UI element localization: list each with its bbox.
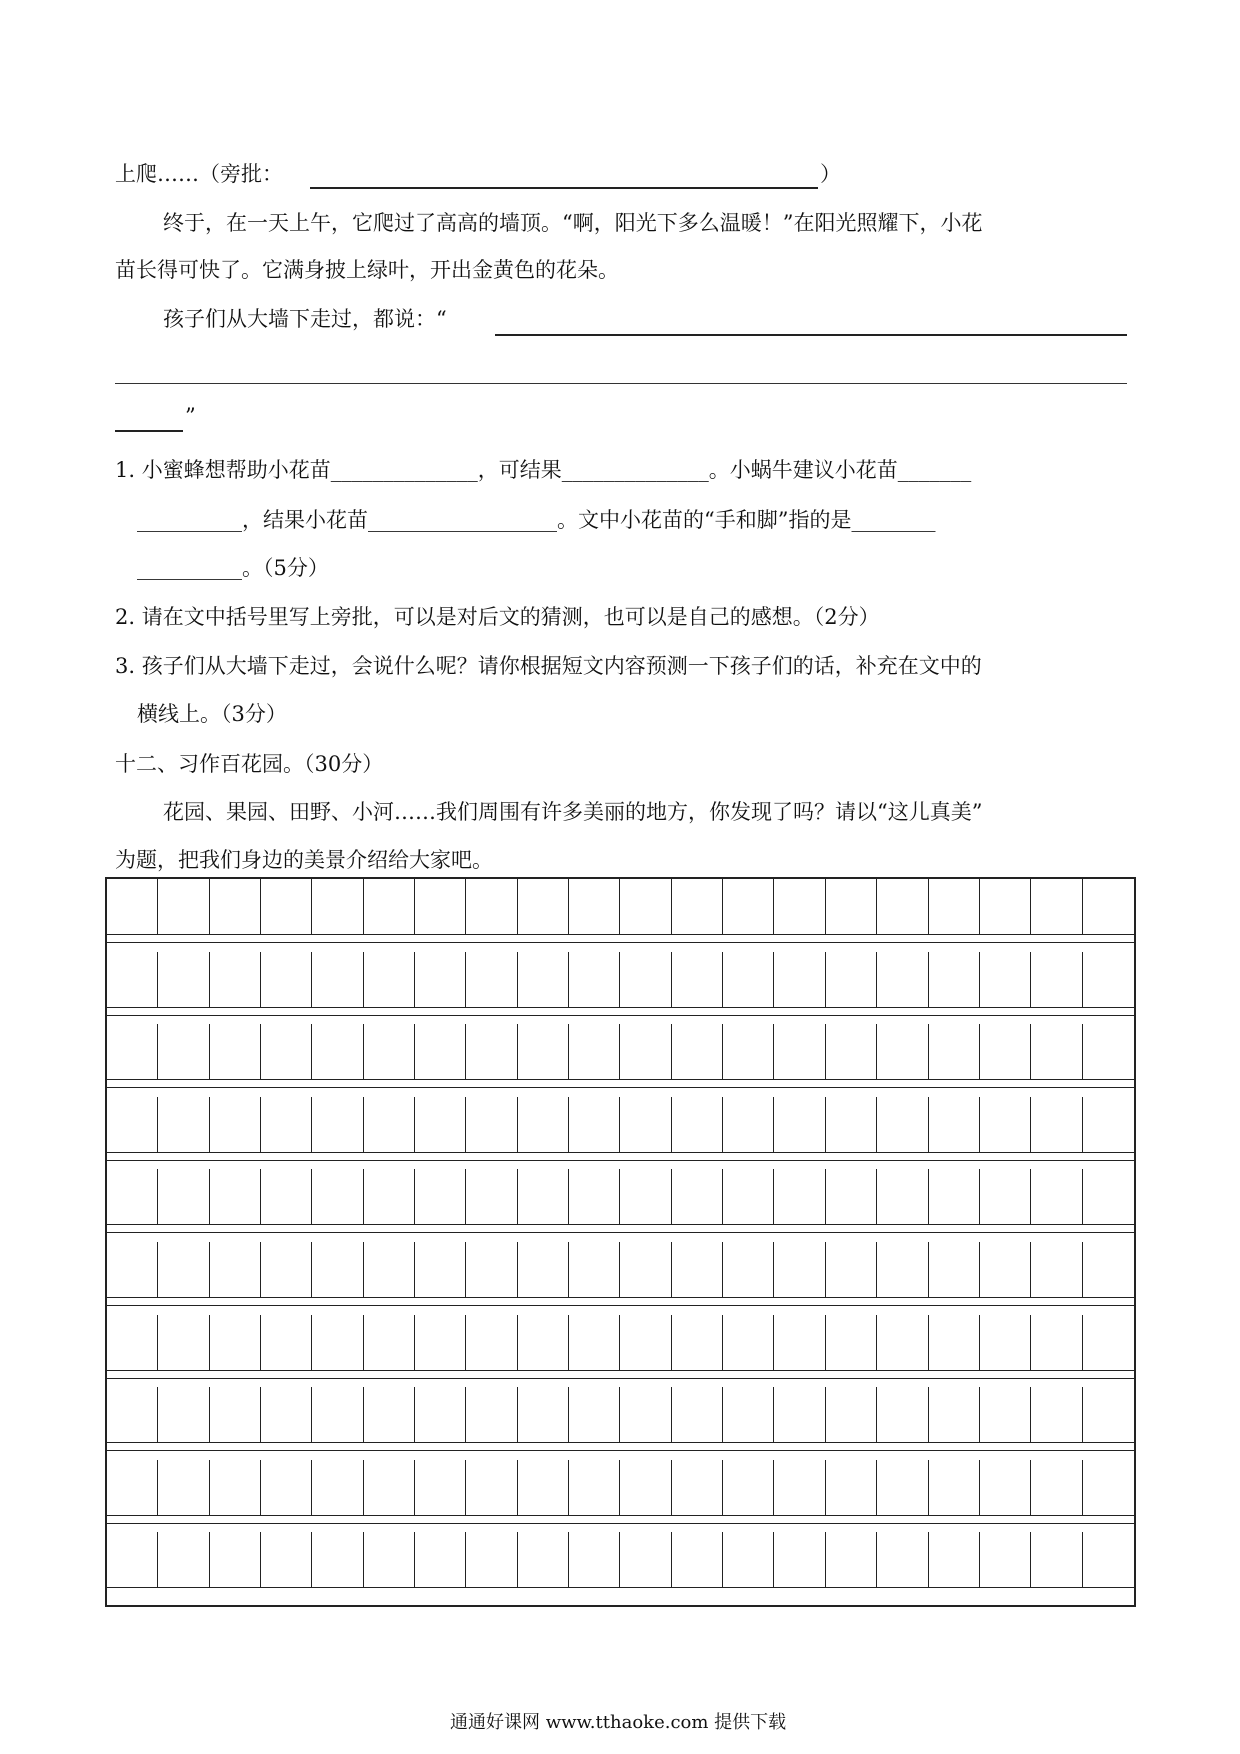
grid-cell[interactable] [518,1242,569,1297]
grid-cell[interactable] [1031,952,1082,1007]
grid-row [107,879,1134,952]
grid-cell[interactable] [1083,1532,1134,1587]
grid-cell[interactable] [620,1097,671,1152]
grid-cell[interactable] [569,1460,620,1515]
grid-cell[interactable] [980,952,1031,1007]
grid-cell[interactable] [158,1532,209,1587]
grid-cell[interactable] [518,1097,569,1152]
grid-cell[interactable] [672,1532,723,1587]
grid-cell[interactable] [672,952,723,1007]
grid-row [107,1169,1134,1242]
grid-cell[interactable] [569,1024,620,1079]
grid-cell[interactable] [261,1387,312,1442]
grid-cell[interactable] [672,1242,723,1297]
grid-row [107,1242,1134,1315]
children-words-close-quote: ” [185,404,196,428]
grid-cell[interactable] [261,879,312,934]
question-3-line-1: 3. 孩子们从大墙下走过，会说什么呢？请你根据短文内容预测一下孩子们的话，补充在文中的 [115,654,982,678]
grid-cell[interactable] [466,1315,517,1370]
grid-cell[interactable] [877,1387,928,1442]
grid-cell[interactable] [620,1024,671,1079]
grid-cell[interactable] [620,1460,671,1515]
grid-cell[interactable] [929,1532,980,1587]
grid-cell[interactable] [518,1169,569,1224]
grid-cell[interactable] [929,1387,980,1442]
grid-cell[interactable] [723,1097,774,1152]
grid-cell[interactable] [1083,1024,1134,1079]
grid-cell[interactable] [929,1242,980,1297]
grid-cell[interactable] [210,1024,261,1079]
grid-row [107,1315,1134,1388]
grid-cell[interactable] [312,879,363,934]
grid-cell[interactable] [466,1532,517,1587]
grid-cell[interactable] [1083,1460,1134,1515]
grid-cell[interactable] [723,1169,774,1224]
grid-cell[interactable] [929,1460,980,1515]
grid-cell[interactable] [1031,1097,1082,1152]
children-words-blank-2[interactable] [115,383,1127,384]
grid-cell[interactable] [466,1387,517,1442]
grid-cell[interactable] [877,1097,928,1152]
grid-cell[interactable] [980,1242,1031,1297]
side-note-close: ） [820,162,841,186]
grid-cell[interactable] [364,1097,415,1152]
grid-cell[interactable] [415,879,466,934]
grid-cell[interactable] [1031,1169,1082,1224]
grid-cell[interactable] [1083,1315,1134,1370]
grid-cell[interactable] [774,1169,825,1224]
grid-cell[interactable] [569,1169,620,1224]
grid-cell[interactable] [466,1242,517,1297]
grid-cell[interactable] [723,952,774,1007]
grid-cell[interactable] [877,1460,928,1515]
grid-cell[interactable] [415,1315,466,1370]
grid-cell[interactable] [415,1024,466,1079]
grid-cell[interactable] [518,1315,569,1370]
grid-cell[interactable] [929,1024,980,1079]
grid-cell[interactable] [107,1315,158,1370]
grid-cell[interactable] [1083,1097,1134,1152]
grid-cell[interactable] [1031,1460,1082,1515]
grid-cell[interactable] [261,952,312,1007]
grid-cell[interactable] [107,1024,158,1079]
grid-cell[interactable] [364,879,415,934]
grid-cell[interactable] [107,1532,158,1587]
grid-cell[interactable] [364,1532,415,1587]
grid-cell[interactable] [415,952,466,1007]
grid-cell[interactable] [158,1024,209,1079]
grid-row-separator [107,942,1134,943]
grid-cell[interactable] [980,1387,1031,1442]
grid-cell[interactable] [826,1169,877,1224]
grid-cell[interactable] [261,1532,312,1587]
grid-cell[interactable] [107,879,158,934]
grid-cell[interactable] [877,1532,928,1587]
grid-cell[interactable] [672,1169,723,1224]
grid-cell[interactable] [620,1242,671,1297]
grid-cell[interactable] [980,1460,1031,1515]
grid-cell[interactable] [107,952,158,1007]
grid-cell[interactable] [107,1097,158,1152]
grid-cell[interactable] [1083,1242,1134,1297]
passage-line1-prefix: 上爬……（旁批： [115,162,283,186]
grid-cell[interactable] [1031,1024,1082,1079]
grid-cell[interactable] [980,1532,1031,1587]
question-3-line-2: 横线上。（3分） [137,702,287,726]
grid-cell[interactable] [210,879,261,934]
grid-cell[interactable] [723,1387,774,1442]
question-2: 2. 请在文中括号里写上旁批，可以是对后文的猜测，也可以是自己的感想。（2分） [115,605,880,629]
grid-cell[interactable] [415,1460,466,1515]
grid-cell[interactable] [415,1097,466,1152]
grid-cell[interactable] [672,1460,723,1515]
grid-cell[interactable] [158,1387,209,1442]
grid-cell[interactable] [415,1242,466,1297]
grid-cell[interactable] [1083,879,1134,934]
grid-cell[interactable] [826,1024,877,1079]
grid-cell[interactable] [312,1387,363,1442]
grid-cell[interactable] [620,1315,671,1370]
grid-cell[interactable] [569,879,620,934]
grid-cell[interactable] [415,1532,466,1587]
grid-cell[interactable] [929,1315,980,1370]
grid-cell[interactable] [1083,1387,1134,1442]
grid-cell[interactable] [364,1169,415,1224]
section-12-prompt-line-1: 花园、果园、田野、小河……我们周围有许多美丽的地方，你发现了吗？请以“这儿真美” [163,800,983,824]
grid-row-separator [107,1160,1134,1161]
grid-cell[interactable] [826,952,877,1007]
grid-cell[interactable] [261,1242,312,1297]
grid-cell[interactable] [1031,1315,1082,1370]
grid-row-separator [107,1087,1134,1088]
grid-cell[interactable] [826,1242,877,1297]
grid-cell[interactable] [723,1024,774,1079]
grid-cell[interactable] [261,1169,312,1224]
grid-cell[interactable] [518,879,569,934]
grid-cell[interactable] [158,1460,209,1515]
grid-cell[interactable] [261,1097,312,1152]
grid-cell[interactable] [877,1169,928,1224]
grid-cell[interactable] [312,1460,363,1515]
grid-cell[interactable] [620,1387,671,1442]
grid-cell[interactable] [877,952,928,1007]
grid-cell[interactable] [261,1024,312,1079]
grid-cell[interactable] [877,1315,928,1370]
question-1-line-1: 1. 小蜜蜂想帮助小花苗______________，可结果______________。小蜗牛建议小花苗_______ [115,458,972,482]
grid-cell[interactable] [158,952,209,1007]
grid-row [107,1460,1134,1533]
grid-cell[interactable] [929,1097,980,1152]
grid-cell[interactable] [723,1532,774,1587]
grid-cell[interactable] [774,952,825,1007]
grid-row [107,1387,1134,1460]
grid-cell[interactable] [158,1242,209,1297]
grid-cell[interactable] [312,1315,363,1370]
grid-cell[interactable] [620,952,671,1007]
grid-row [107,1532,1134,1605]
grid-cell[interactable] [518,1460,569,1515]
grid-row [107,1097,1134,1170]
grid-cell[interactable] [466,879,517,934]
grid-cell[interactable] [158,1315,209,1370]
grid-cell[interactable] [774,879,825,934]
grid-cell[interactable] [980,1169,1031,1224]
grid-row-separator [107,1232,1134,1233]
grid-cell[interactable] [826,1097,877,1152]
grid-cell[interactable] [980,1024,1031,1079]
grid-cell[interactable] [672,1315,723,1370]
grid-cell[interactable] [312,952,363,1007]
grid-cell[interactable] [672,1097,723,1152]
grid-cell[interactable] [312,1242,363,1297]
grid-cell[interactable] [569,1097,620,1152]
grid-cell[interactable] [774,1387,825,1442]
grid-cell[interactable] [774,1242,825,1297]
grid-cell[interactable] [774,1532,825,1587]
grid-cell[interactable] [569,1387,620,1442]
grid-cell[interactable] [312,1169,363,1224]
grid-cell[interactable] [620,1169,671,1224]
grid-cell[interactable] [364,952,415,1007]
grid-cell[interactable] [210,1097,261,1152]
grid-cell[interactable] [210,1460,261,1515]
grid-cell[interactable] [261,1460,312,1515]
grid-cell[interactable] [107,1242,158,1297]
grid-row [107,1024,1134,1097]
grid-cell[interactable] [466,1024,517,1079]
grid-cell[interactable] [826,879,877,934]
grid-cell[interactable] [158,1097,209,1152]
grid-cell[interactable] [569,1242,620,1297]
grid-cell[interactable] [929,879,980,934]
grid-cell[interactable] [723,879,774,934]
passage-line-1 [115,162,283,187]
children-words-blank-3[interactable] [115,430,183,432]
grid-cell[interactable] [980,1315,1031,1370]
grid-cell[interactable] [261,1315,312,1370]
grid-cell[interactable] [826,1315,877,1370]
grid-cell[interactable] [774,1097,825,1152]
grid-cell[interactable] [1031,879,1082,934]
grid-cell[interactable] [569,1532,620,1587]
passage-para3: 孩子们从大墙下走过，都说：“ [163,307,447,331]
grid-row-separator [107,1450,1134,1451]
grid-cell[interactable] [364,1315,415,1370]
grid-cell[interactable] [312,1532,363,1587]
grid-cell[interactable] [364,1460,415,1515]
grid-cell[interactable] [518,1387,569,1442]
grid-cell[interactable] [158,1169,209,1224]
grid-cell[interactable] [569,1315,620,1370]
grid-cell[interactable] [518,1532,569,1587]
grid-cell[interactable] [929,1169,980,1224]
grid-row-separator [107,1378,1134,1379]
grid-cell[interactable] [364,1242,415,1297]
grid-cell[interactable] [1031,1532,1082,1587]
grid-cell[interactable] [877,879,928,934]
grid-cell[interactable] [980,879,1031,934]
section-12-heading: 十二、习作百花园。（30分） [115,752,384,776]
grid-cell[interactable] [466,1097,517,1152]
grid-cell[interactable] [877,1242,928,1297]
grid-cell[interactable] [672,1387,723,1442]
grid-cell[interactable] [826,1460,877,1515]
grid-cell[interactable] [723,1315,774,1370]
side-note-blank[interactable] [310,187,818,189]
grid-cell[interactable] [672,879,723,934]
composition-writing-grid[interactable] [105,877,1136,1607]
grid-cell[interactable] [1031,1387,1082,1442]
grid-cell[interactable] [620,1532,671,1587]
grid-cell[interactable] [620,879,671,934]
grid-cell[interactable] [723,1242,774,1297]
grid-cell[interactable] [364,1024,415,1079]
passage-para2-line2: 苗长得可快了。它满身披上绿叶，开出金黄色的花朵。 [115,258,619,282]
grid-cell[interactable] [723,1460,774,1515]
grid-cell[interactable] [210,952,261,1007]
section-12-prompt-line-2: 为题，把我们身边的美景介绍给大家吧。 [115,848,493,872]
grid-row-separator [107,1523,1134,1524]
grid-cell[interactable] [774,1460,825,1515]
question-1-line-2: __________，结果小花苗__________________。文中小花苗的“手和脚”指的是________ [137,508,936,532]
grid-cell[interactable] [415,1387,466,1442]
passage-para2-line1: 终于，在一天上午，它爬过了高高的墙顶。“啊，阳光下多么温暖！”在阳光照耀下，小花 [163,211,983,235]
grid-cell[interactable] [877,1024,928,1079]
grid-cell[interactable] [466,1460,517,1515]
grid-cell[interactable] [107,1460,158,1515]
grid-cell[interactable] [1031,1242,1082,1297]
grid-cell[interactable] [107,1169,158,1224]
grid-cell[interactable] [210,1532,261,1587]
grid-cell[interactable] [364,1387,415,1442]
grid-cell[interactable] [518,1024,569,1079]
grid-cell[interactable] [466,1169,517,1224]
grid-cell[interactable] [1083,952,1134,1007]
grid-row-separator [107,1305,1134,1306]
grid-cell[interactable] [312,1097,363,1152]
question-1-line-3: __________。（5分） [137,556,329,580]
grid-cell[interactable] [107,1387,158,1442]
grid-cell[interactable] [312,1024,363,1079]
grid-cell[interactable] [210,1169,261,1224]
grid-cell[interactable] [826,1532,877,1587]
grid-cell[interactable] [1083,1169,1134,1224]
grid-cell[interactable] [415,1169,466,1224]
grid-cell[interactable] [980,1097,1031,1152]
grid-cell[interactable] [774,1024,825,1079]
grid-cell[interactable] [826,1387,877,1442]
grid-cell[interactable] [210,1387,261,1442]
grid-cell[interactable] [672,1024,723,1079]
grid-cell[interactable] [569,952,620,1007]
grid-cell[interactable] [466,952,517,1007]
grid-cell[interactable] [158,879,209,934]
grid-cell[interactable] [929,952,980,1007]
grid-cell[interactable] [210,1242,261,1297]
grid-cell[interactable] [518,952,569,1007]
grid-row-separator [107,1015,1134,1016]
footer-download-note: 通通好课网 www.tthaoke.com 提供下载 [450,1712,787,1733]
grid-cell[interactable] [774,1315,825,1370]
children-words-blank-1[interactable] [495,334,1127,336]
grid-row [107,952,1134,1025]
grid-cell[interactable] [210,1315,261,1370]
